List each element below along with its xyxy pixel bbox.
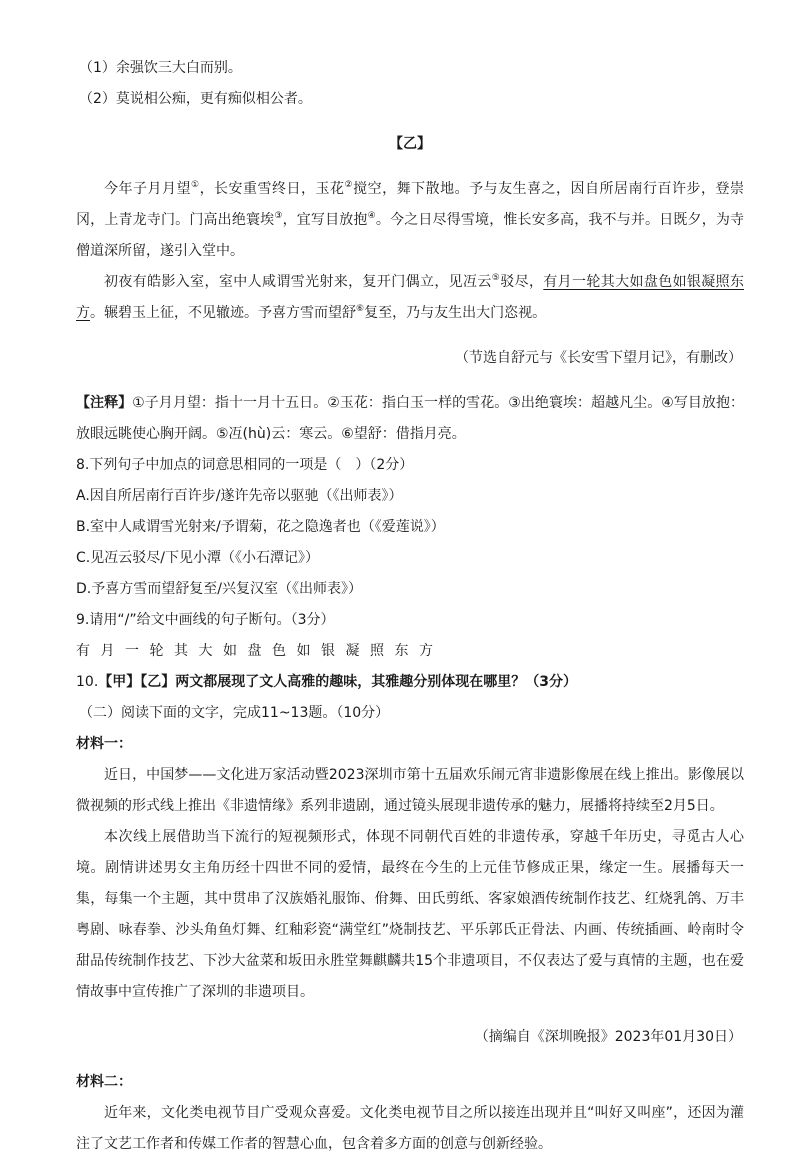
material-1-paragraph-2: 本次线上展借助当下流行的短视频形式，体现不同朝代百姓的非遗传承，穿越千年历史，寻觅古人心境。剧情讲述男女主角历经十四世不同的爱情，最终在今生的上元佳节修成正果，缘定一生。展播每天一集，每集一个主题，其中贯串了汉族婚礼服饰、佾舞、田氏剪纸、客家娘酒传统制作技艺、红烧乳鸽、万丰粤剧、咏春拳、沙头角鱼灯舞、红釉彩瓷“满堂红”烧制技艺、平乐郭氏正骨法、内画、传统插画、岭南时令甜品传统制作技艺、下沙大盆菜和坂田永胜堂舞麒麟共15个非遗项目，不仅表达了爱与真情的主题，也在爱情故事中宣传推广了深圳的非遗项目。 bbox=[76, 829, 744, 1000]
yi-source: （节选自舒元与《长安雪下望月记》，有删改） bbox=[455, 350, 742, 366]
question-9-sentence: 有月一轮其大如盘色如银凝照东方 bbox=[76, 643, 444, 659]
note-marker: ② bbox=[344, 180, 354, 190]
material-2-paragraph-1: 近年来，文化类电视节目广受观众喜爱。文化类电视节目之所以接连出现并且“叫好又叫座”，还因为灌注了文艺工作者和传媒工作者的智慧心血，包含着多方面的创意与创新经验。 bbox=[76, 1105, 744, 1152]
part-2-heading: （二）阅读下面的文字，完成11~13题。（10分） bbox=[79, 705, 390, 721]
material-1-paragraph-1: 近日，中国梦——文化进万家活动暨2023深圳市第十五届欢乐闹元宵非遗影像展在线上推出。影像展以微视频的形式线上推出《非遗情缘》系列非遗剧，通过镜头展现非遗传承的魅力，展播将持续至2月5日。 bbox=[76, 767, 744, 814]
answer-line-1: （1）余强饮三大白而别。 bbox=[79, 60, 242, 76]
note-marker: ① bbox=[190, 180, 200, 190]
question-9: 9.请用“/”给文中画线的句子断句。（3分） bbox=[76, 612, 335, 628]
note-marker: ④ bbox=[367, 211, 376, 221]
yi-paragraph-1: 今年子月月望①，长安重雪终日，玉花②搅空，舞下散地。予与友生喜之，因自所居南行百许步，登崇冈，上青龙寺门。门高出绝寰埃③，宜写目放抱④。今之日尽得雪境，惟长安多高，我不与并。日既夕，为寺僧道深所留，遂引入堂中。 bbox=[76, 180, 745, 259]
question-8: 8.下列句子中加点的词意思相同的一项是（ ）（2分） bbox=[76, 457, 414, 473]
answer-line-2: （2）莫说相公痴，更有痴似相公者。 bbox=[79, 91, 312, 107]
material-1-label: 材料一： bbox=[76, 736, 132, 752]
notes-label: 【注释】 bbox=[76, 395, 133, 411]
note-marker: ⑤ bbox=[491, 273, 501, 283]
note-marker: ③ bbox=[274, 211, 283, 221]
material-1-source: （摘编自《深圳晚报》2023年01月30日） bbox=[474, 1029, 742, 1045]
yi-notes bbox=[76, 388, 744, 450]
question-8-option-a: A.因自所居南行百许步/遂许先帝以驱驰（《出师表》） bbox=[76, 488, 403, 504]
yi-paragraph-2: 初夜有皓影入室，室中人咸谓雪光射来，复开门偶立，见冱云⑤驳尽，有月一轮其大如盘色如银凝照东方。辗碧玉上征，不见辙迹。予喜方雪而望舒⑥复至，乃与友生出大门恣视。 bbox=[76, 273, 745, 321]
section-yi-heading: 【乙】 bbox=[389, 136, 431, 152]
material-2-label: 材料二： bbox=[76, 1074, 132, 1090]
underlined-sentence: 有月一轮其大如盘色如银凝照东方 bbox=[76, 274, 745, 321]
question-8-option-d: D.予喜方雪而望舒复至/兴复汉室（《出师表》） bbox=[76, 581, 362, 597]
question-10: 10.【甲】【乙】两文都展现了文人高雅的趣味，其雅趣分别体现在哪里？（3分） bbox=[76, 674, 578, 690]
notes-text: ①子月月望：指十一月十五日。②玉花：指白玉一样的雪花。③出绝寰埃：超越凡尘。④写目放抱：放眼远眺使心胸开阔。⑤冱(hù)云：寒云。⑥望舒：借指月亮。 bbox=[76, 395, 745, 442]
question-8-option-c: C.见冱云驳尽/下见小潭（《小石潭记》） bbox=[76, 550, 319, 566]
question-8-option-b: B.室中人咸谓雪光射来/予谓菊，花之隐逸者也（《爱莲说》） bbox=[76, 519, 445, 535]
note-marker: ⑥ bbox=[356, 304, 365, 314]
